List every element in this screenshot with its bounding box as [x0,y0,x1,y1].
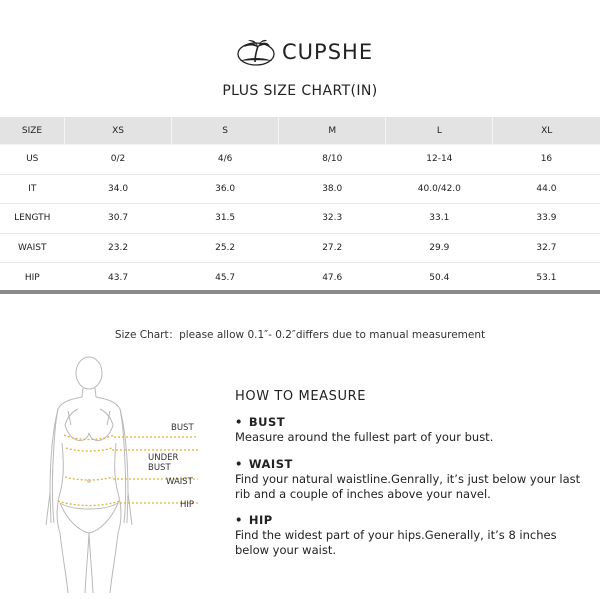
table-row [0,145,600,175]
table-cell: 43.7 [65,263,172,293]
brand-logo [236,34,376,70]
chart-title: PLUS SIZE CHART(IN) [222,83,378,99]
table-header-row [0,117,600,145]
waist-section [235,457,585,502]
column-header: XL [493,117,600,145]
table-row [0,174,600,204]
waist-label: WAIST [166,477,193,487]
row-label: IT [0,174,65,204]
column-header: SIZE [0,117,65,145]
row-label: LENGTH [0,204,65,234]
size-chart-table [0,117,600,293]
palm-tree-island-icon [236,37,276,67]
table-cell: 25.2 [172,233,279,263]
table-cell: 30.7 [65,204,172,234]
hip-instructions: Find the widest part of your hips.Generally, it’s 8 inches below your waist. [235,528,557,557]
table-row [0,263,600,293]
table-cell: 40.0/42.0 [386,174,493,204]
waist-instructions: Find your natural waistline.Genrally, it’s just below your last rib and a couple of inches above your navel. [235,472,581,501]
table-cell: 36.0 [172,174,279,204]
table-row [0,204,600,234]
table-cell: 53.1 [493,263,600,293]
brand-name: CUPSHE [282,40,374,64]
body-outline-illustration [38,353,203,593]
table-cell: 50.4 [386,263,493,293]
table-cell: 32.3 [279,204,386,234]
column-header: M [279,117,386,145]
waist-line [65,477,113,480]
table-cell: 23.2 [65,233,172,263]
bust-heading: • BUST [235,415,585,430]
table-cell: 0/2 [65,145,172,175]
table-cell: 4/6 [172,145,279,175]
bust-section [235,415,585,445]
table-cell: 44.0 [493,174,600,204]
table-cell: 38.0 [279,174,386,204]
table-cell: 29.9 [386,233,493,263]
table-cell: 16 [493,145,600,175]
table-cell: 33.1 [386,204,493,234]
table-row [0,233,600,263]
table-cell: 8/10 [279,145,386,175]
body-measurement-figure [38,353,203,593]
under-bust-label: UNDER BUST [148,453,179,473]
table-cell: 47.6 [279,263,386,293]
bust-label: BUST [171,423,194,433]
row-label: US [0,145,65,175]
table-cell: 12-14 [386,145,493,175]
hip-section [235,513,585,558]
table-cell: 33.9 [493,204,600,234]
hip-line [58,501,120,506]
waist-heading: • WAIST [235,457,585,472]
how-to-measure-title: HOW TO MEASURE [235,389,367,404]
measurement-note: Size Chart：please allow 0.1″- 0.2″differs due to manual measurement [114,329,486,341]
column-header: XS [65,117,172,145]
hip-label: HIP [180,500,195,510]
table-cell: 34.0 [65,174,172,204]
table-bottom-bar [0,290,600,294]
table-cell: 27.2 [279,233,386,263]
column-header: L [386,117,493,145]
bust-instructions: Measure around the fullest part of your bust. [235,430,494,444]
table-cell: 32.7 [493,233,600,263]
hip-heading: • HIP [235,513,585,528]
row-label: HIP [0,263,65,293]
column-header: S [172,117,279,145]
under-bust-line [66,448,112,451]
table-cell: 45.7 [172,263,279,293]
row-label: WAIST [0,233,65,263]
table-cell: 31.5 [172,204,279,234]
